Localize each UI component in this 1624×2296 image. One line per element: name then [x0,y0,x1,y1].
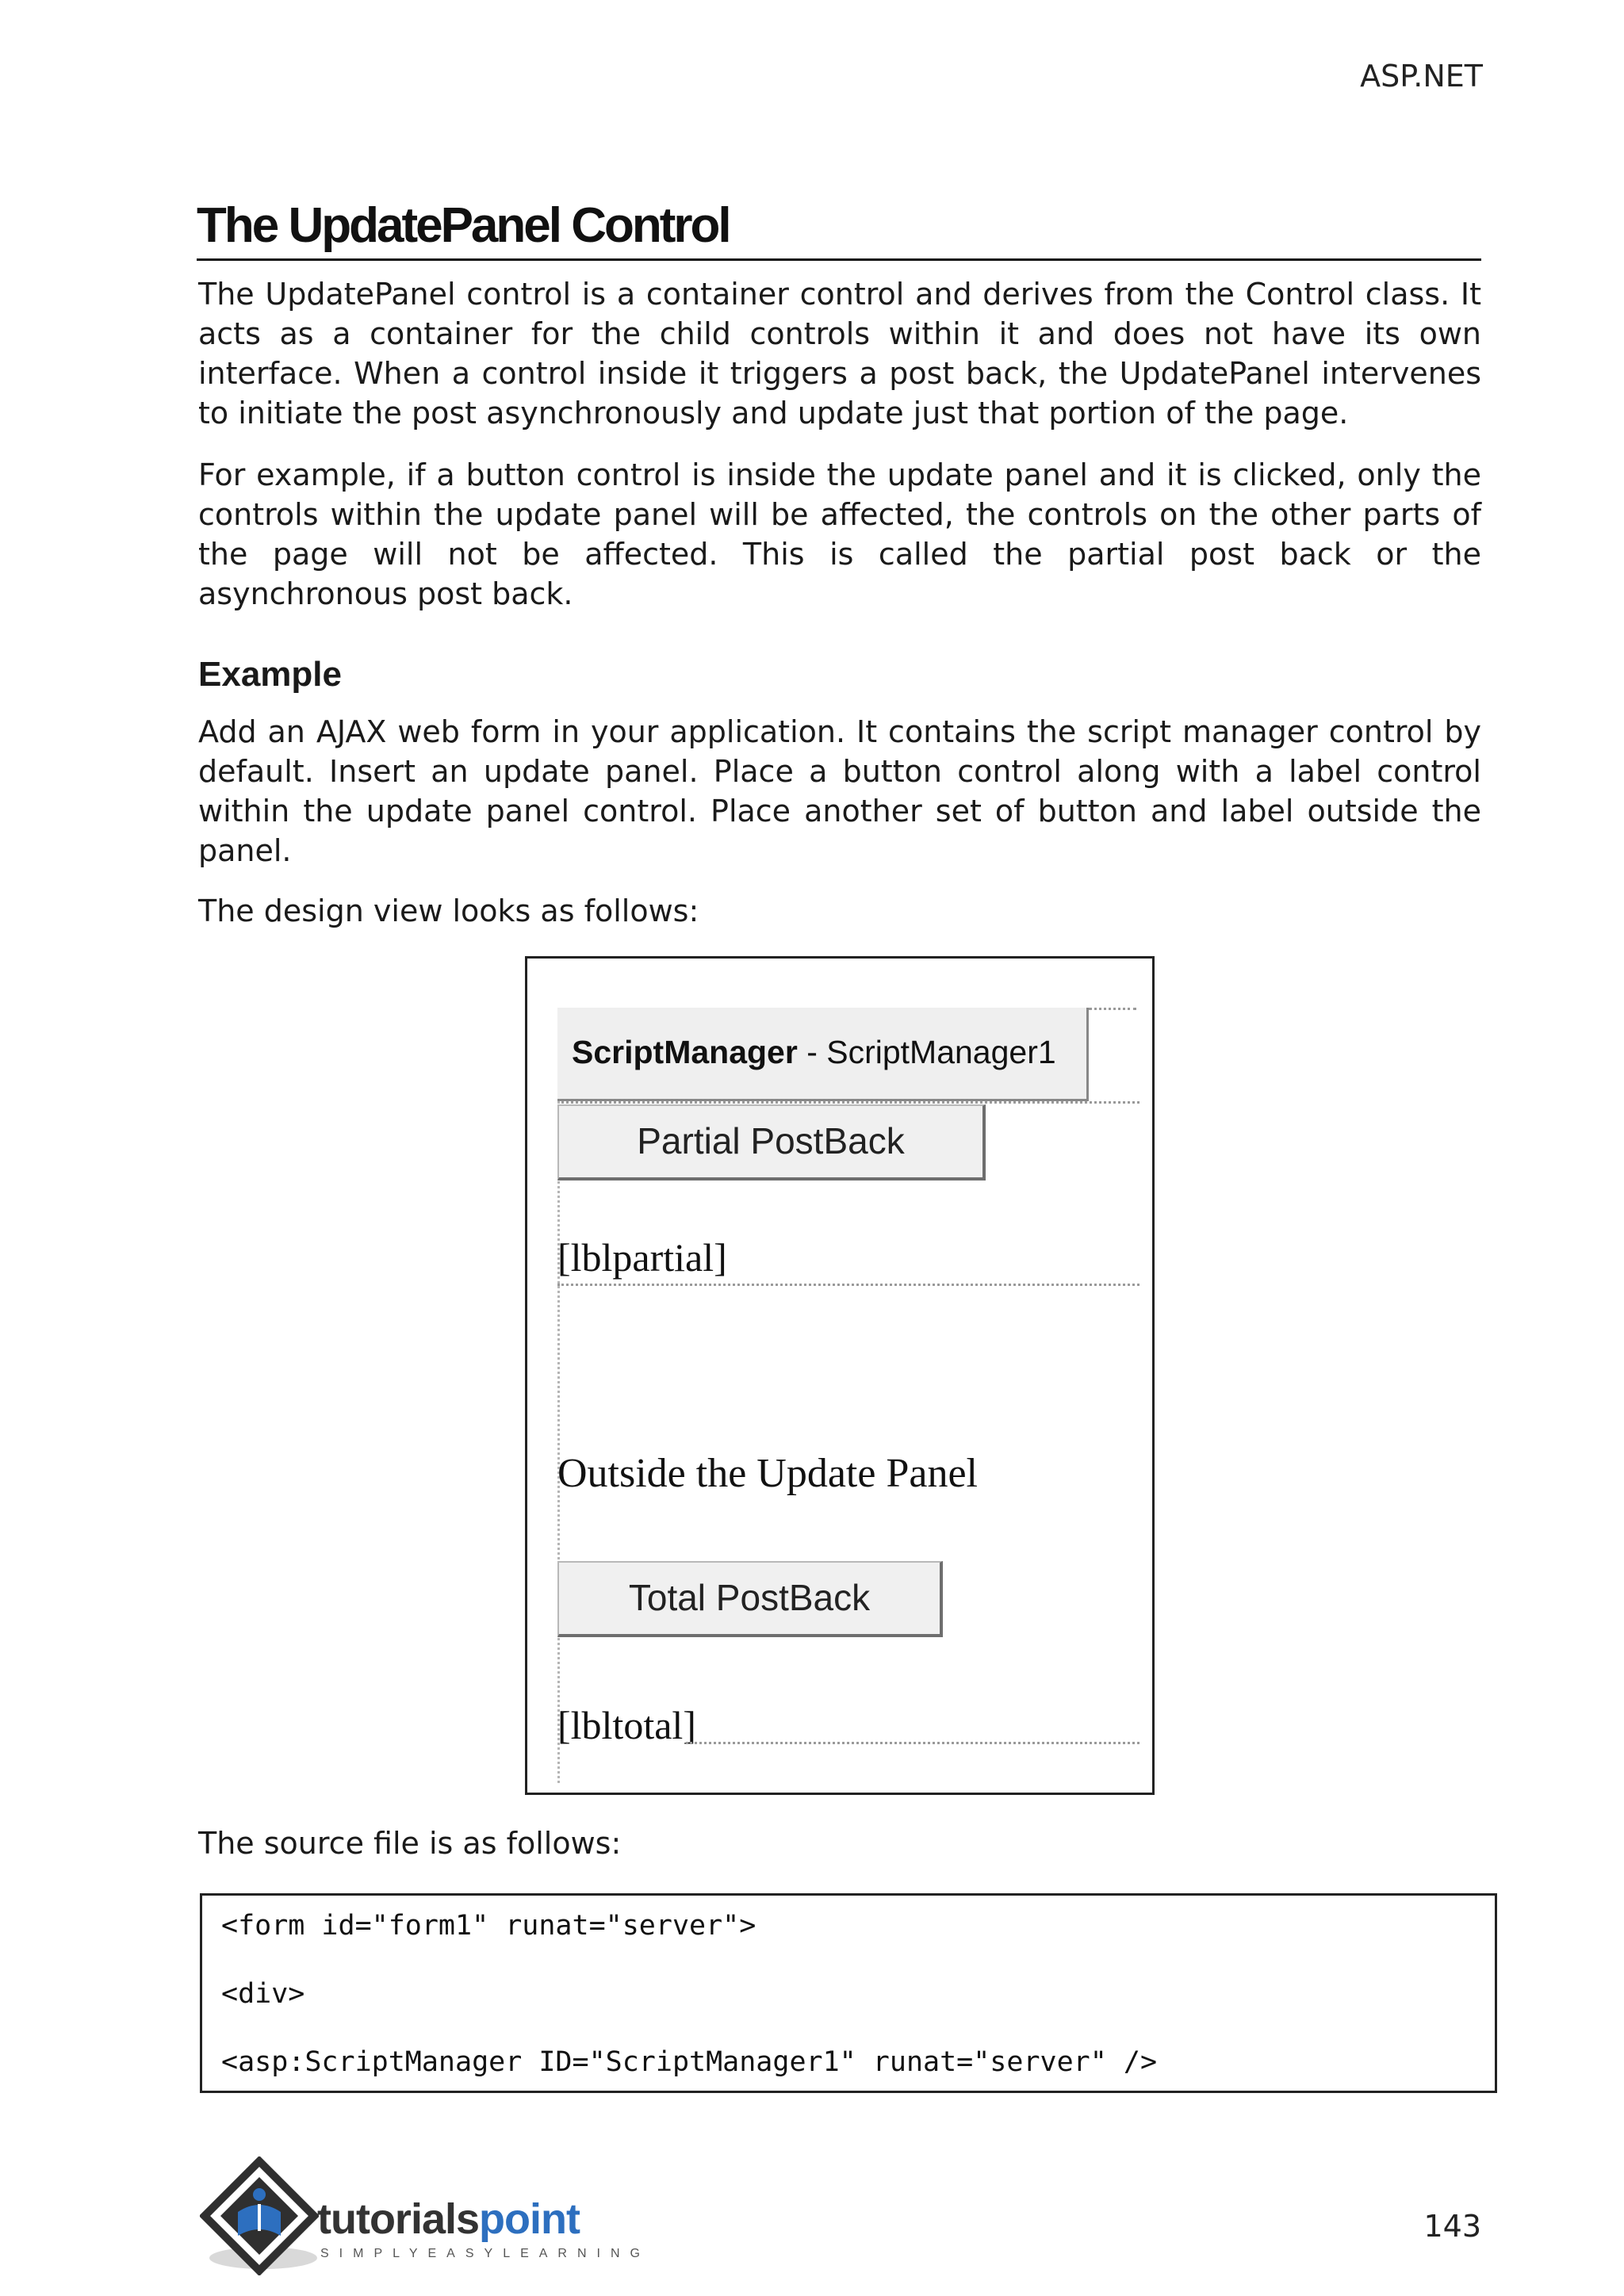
total-postback-button[interactable]: Total PostBack [557,1561,943,1637]
paragraph-intro: The UpdatePanel control is a container control and derives from the Control class. It acts as a container for the child controls within it and does not have its own interface. When a control inside it triggers a post back, the UpdatePanel intervenes to initiate the post asynchronously and update just that portion of the page. [198,277,1481,430]
logo-diamond-icon [200,2156,319,2275]
logo-tagline: SIMPLYEASYLEARNING [320,2247,650,2260]
section-title: The UpdatePanel Control [197,198,1481,261]
partial-postback-button[interactable]: Partial PostBack [557,1104,986,1181]
script-manager-type: ScriptManager [572,1034,798,1070]
page-number: 143 [1423,2209,1481,2244]
update-panel-top-border [557,1101,1139,1104]
label-total: [lbltotal] [557,1703,696,1747]
dotted-border-top [1089,1008,1136,1010]
logo-wordmark-main: tutorials [317,2195,480,2243]
code-block [200,1893,1497,2093]
outside-update-panel-text: Outside the Update Panel [557,1451,978,1496]
update-panel-left-border [557,1101,560,1783]
logo-wordmark-accent: point [479,2195,580,2243]
running-header: ASP.NET [1360,59,1483,94]
logo-wordmark [317,2195,580,2244]
paragraph-example-explanation: For example, if a button control is inside the update panel and it is clicked, only the controls within the update panel will be affected, the controls on the other parts of the page will not be affected. This is called the partial post back or the asynchronous post back. [198,457,1481,611]
paragraph-design-view-intro: The design view looks as follows: [198,894,699,928]
label-partial: [lblpartial] [557,1235,727,1280]
form-bottom-border [686,1742,1139,1744]
update-panel-bottom-border [557,1284,1139,1286]
paragraph-instructions: Add an AJAX web form in your application. It contains the script manager control by default. Insert an update panel. Place a button control along with a label control within the update panel control. Place another set of button and label outside the panel. [198,714,1481,868]
script-manager-control [557,1008,1089,1101]
script-manager-name: - ScriptManager1 [797,1034,1056,1070]
code-line-3: <asp:ScriptManager ID="ScriptManager1" runat="server" /> [221,2046,1158,2078]
tutorialspoint-logo [200,2156,650,2275]
code-line-2: <div> [221,1978,305,2010]
paragraph-source-intro: The source file is as follows: [198,1826,622,1861]
design-view-screenshot [525,956,1155,1795]
code-line-1: <form id="form1" runat="server"> [221,1910,756,1942]
example-heading: Example [198,655,342,694]
